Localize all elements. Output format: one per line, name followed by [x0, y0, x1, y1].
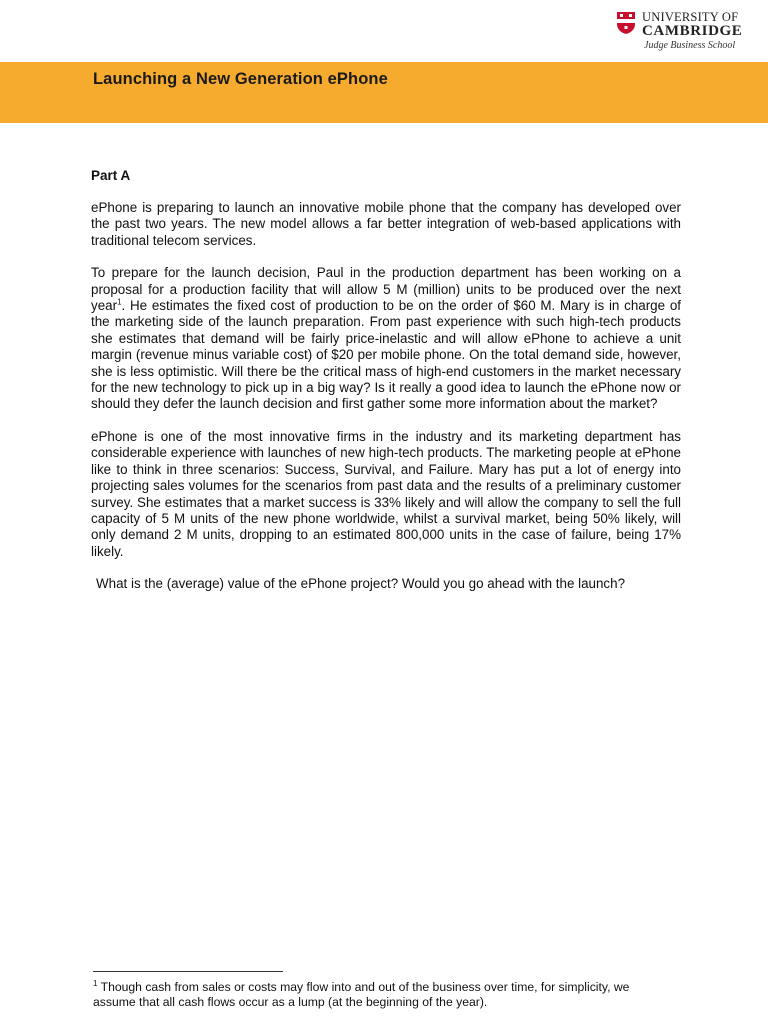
document-body [91, 168, 681, 609]
footnote-divider [93, 971, 283, 972]
logo-university-of: UNIVERSITY OF [642, 10, 739, 24]
footnote [93, 980, 671, 1010]
footnote-mark: 1 [93, 978, 98, 988]
paragraph-scenarios: ePhone is one of the most innovative firms in the industry and its marketing department has considerable experience with launches of new high-tech products. The marketing people at ePhone like to think in three scenarios: Success, Survival, and Failure. Mary has put a lot of energy into projecting sales volumes for the scenarios from past data and the results of a preliminary customer survey. She estimates that a market success is 33% likely and will allow the company to sell the full capacity of 5 M units of the new phone worldwide, whilst a survival market, being 50% likely, will only demand 2 M units, dropping to an estimated 800,000 units in the case of failure, being 17% likely. [91, 428, 681, 559]
footnote-reference[interactable]: 1 [117, 297, 122, 307]
logo-cambridge: CAMBRIDGE [642, 23, 743, 39]
title-banner [0, 62, 768, 123]
footnote-text: Though cash from sales or costs may flow into and out of the business over time, for simplicity, we assume that all cash flows occur as a lump (at the beginning of the year). [93, 980, 630, 1009]
paragraph-launch-decision-part2: . He estimates the fixed cost of production to be on the order of $60 M. Mary is in charge of the marketing side of the launch preparation. From past experience with such high-tech products she estimates that demand will be fairly price-inelastic and will allow ePhone to achieve a unit margin (revenue minus variable cost) of $20 per mobile phone. On the total demand side, however, she is less optimistic. Will there be the critical mass of high-end customers in the market necessary for the new technology to pick up in a big way? Is it really a good idea to launch the ePhone now or should they defer the launch decision and first gather some more information about the market? [91, 298, 681, 412]
cambridge-crest-icon [616, 11, 636, 35]
question-text: What is the (average) value of the ePhone project? Would you go ahead with the launch? [96, 576, 626, 592]
paragraph-launch-decision [91, 265, 681, 413]
document-title: Launching a New Generation ePhone [93, 70, 388, 88]
paragraph-intro: ePhone is preparing to launch an innovative mobile phone that the company has developed over the past two years. The new model allows a far better integration of web-based applications with traditional telecom services. [91, 200, 681, 248]
logo-judge-business-school: Judge Business School [644, 40, 736, 51]
section-heading: Part A [91, 168, 131, 183]
cambridge-logo [616, 9, 756, 51]
paragraph-launch-decision-part1: To prepare for the launch decision, Paul in the production department has been working on a proposal for a production facility that will allow 5 M (million) units to be produced over the next year [91, 265, 681, 314]
